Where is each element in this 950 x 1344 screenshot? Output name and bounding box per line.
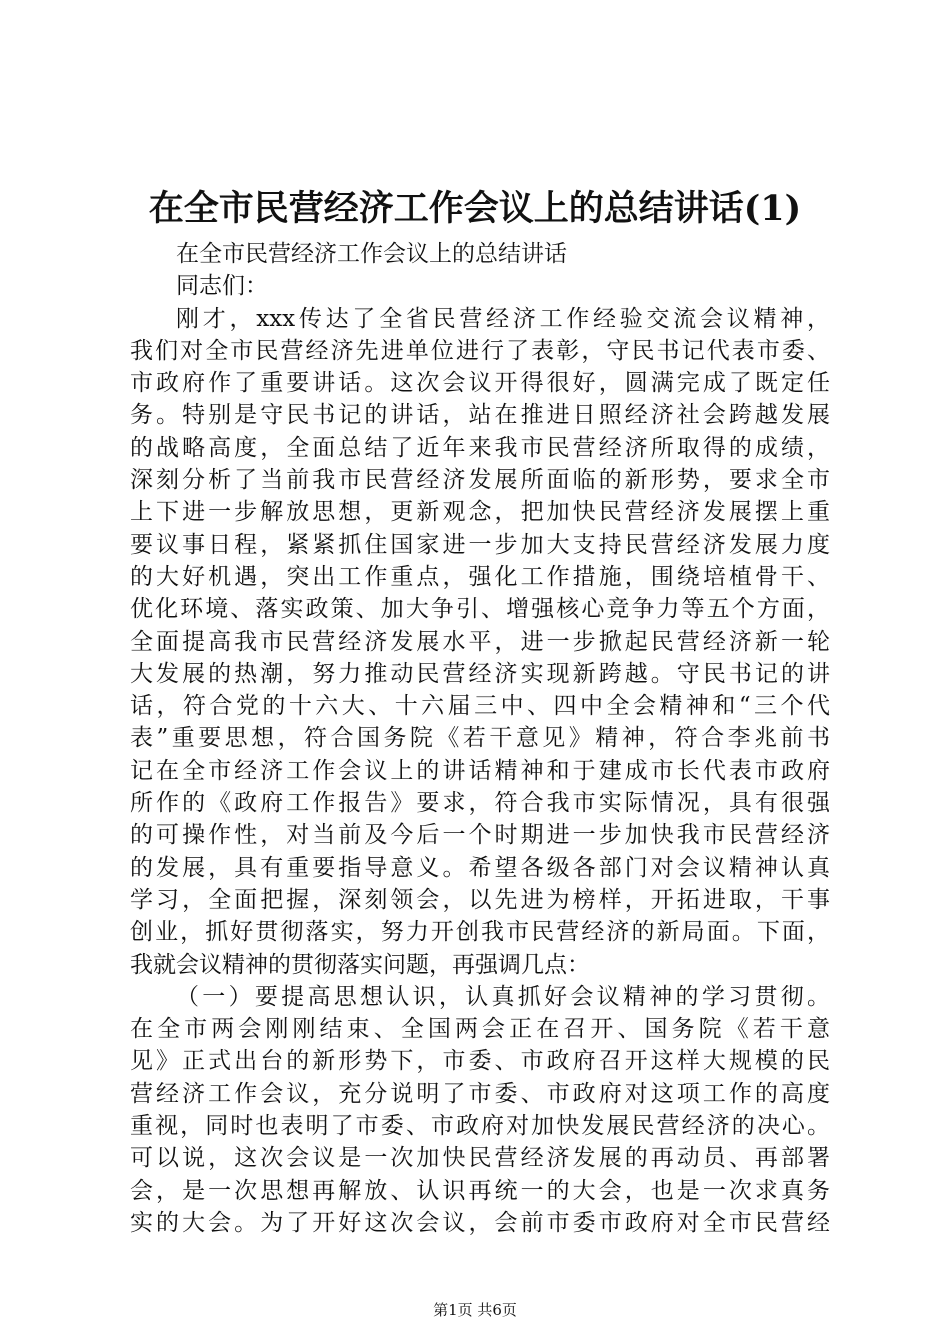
body-line: 大发展的热潮，努力推动民营经济实现新跨越。守民书记的讲 (130, 660, 830, 687)
body-line: 实的大会。为了开好这次会议，会前市委市政府对全市民营经 (130, 1209, 830, 1236)
document-body (130, 238, 830, 1239)
body-line: 要议事日程，紧紧抓住国家进一步加大支持民营经济发展力度 (130, 531, 830, 558)
body-line: 全面提高我市民营经济发展水平，进一步掀起民营经济新一轮 (130, 628, 830, 655)
body-line: 刚才，xxx传达了全省民营经济工作经验交流会议精神， (176, 305, 830, 332)
body-line: 的可操作性，对当前及今后一个时期进一步加快我市民营经济 (130, 822, 830, 849)
body-line: 我们对全市民营经济先进单位进行了表彰，守民书记代表市委、 (130, 337, 830, 364)
body-line: 优化环境、落实政策、加大争引、增强核心竞争力等五个方面， (130, 596, 830, 623)
page-footer: 第1页 共6页 (433, 1301, 517, 1319)
body-line: 务。特别是守民书记的讲话，站在推进日照经济社会跨越发展 (130, 402, 830, 429)
body-line: 所作的《政府工作报告》要求，符合我市实际情况，具有很强 (130, 790, 830, 817)
body-line: 的大好机遇，突出工作重点，强化工作措施，围绕培植骨干、 (130, 563, 830, 590)
body-line: 学习，全面把握，深刻领会，以先进为榜样，开拓进取，干事 (130, 886, 830, 913)
body-line: 我就会议精神的贯彻落实问题，再强调几点： (130, 951, 590, 978)
body-line: 话，符合党的十六大、十六届三中、四中全会精神和“三个代 (130, 693, 830, 720)
body-line: 记在全市经济工作会议上的讲话精神和于建成市长代表市政府 (130, 757, 830, 784)
body-line: 创业，抓好贯彻落实，努力开创我市民营经济的新局面。下面， (130, 919, 830, 946)
body-line: 会，是一次思想再解放、认识再统一的大会，也是一次求真务 (130, 1177, 830, 1204)
document-title: 在全市民营经济工作会议上的总结讲话(1) (148, 188, 802, 229)
body-line: 重视，同时也表明了市委、市政府对加快发展民营经济的决心。 (130, 1113, 830, 1140)
body-line: 上下进一步解放思想，更新观念，把加快民营经济发展摆上重 (130, 499, 830, 526)
body-line: 的战略高度，全面总结了近年来我市民营经济所取得的成绩， (130, 434, 830, 461)
body-line: 的发展，具有重要指导意义。希望各级各部门对会议精神认真 (130, 854, 830, 881)
body-line: （一）要提高思想认识，认真抓好会议精神的学习贯彻。 (176, 983, 830, 1010)
body-line: 同志们： (176, 273, 268, 300)
body-line: 见》正式出台的新形势下，市委、市政府召开这样大规模的民 (130, 1048, 830, 1075)
body-line: 可以说，这次会议是一次加快民营经济发展的再动员、再部署 (130, 1145, 830, 1172)
body-line: 在全市两会刚刚结束、全国两会正在召开、国务院《若干意 (130, 1016, 830, 1043)
body-line: 在全市民营经济工作会议上的总结讲话 (176, 241, 567, 267)
body-line: 市政府作了重要讲话。这次会议开得很好，圆满完成了既定任 (130, 370, 830, 397)
body-line: 深刻分析了当前我市民营经济发展所面临的新形势，要求全市 (130, 467, 830, 494)
body-line: 营经济工作会议，充分说明了市委、市政府对这项工作的高度 (130, 1080, 830, 1107)
body-line: 表”重要思想，符合国务院《若干意见》精神，符合李兆前书 (130, 725, 830, 752)
